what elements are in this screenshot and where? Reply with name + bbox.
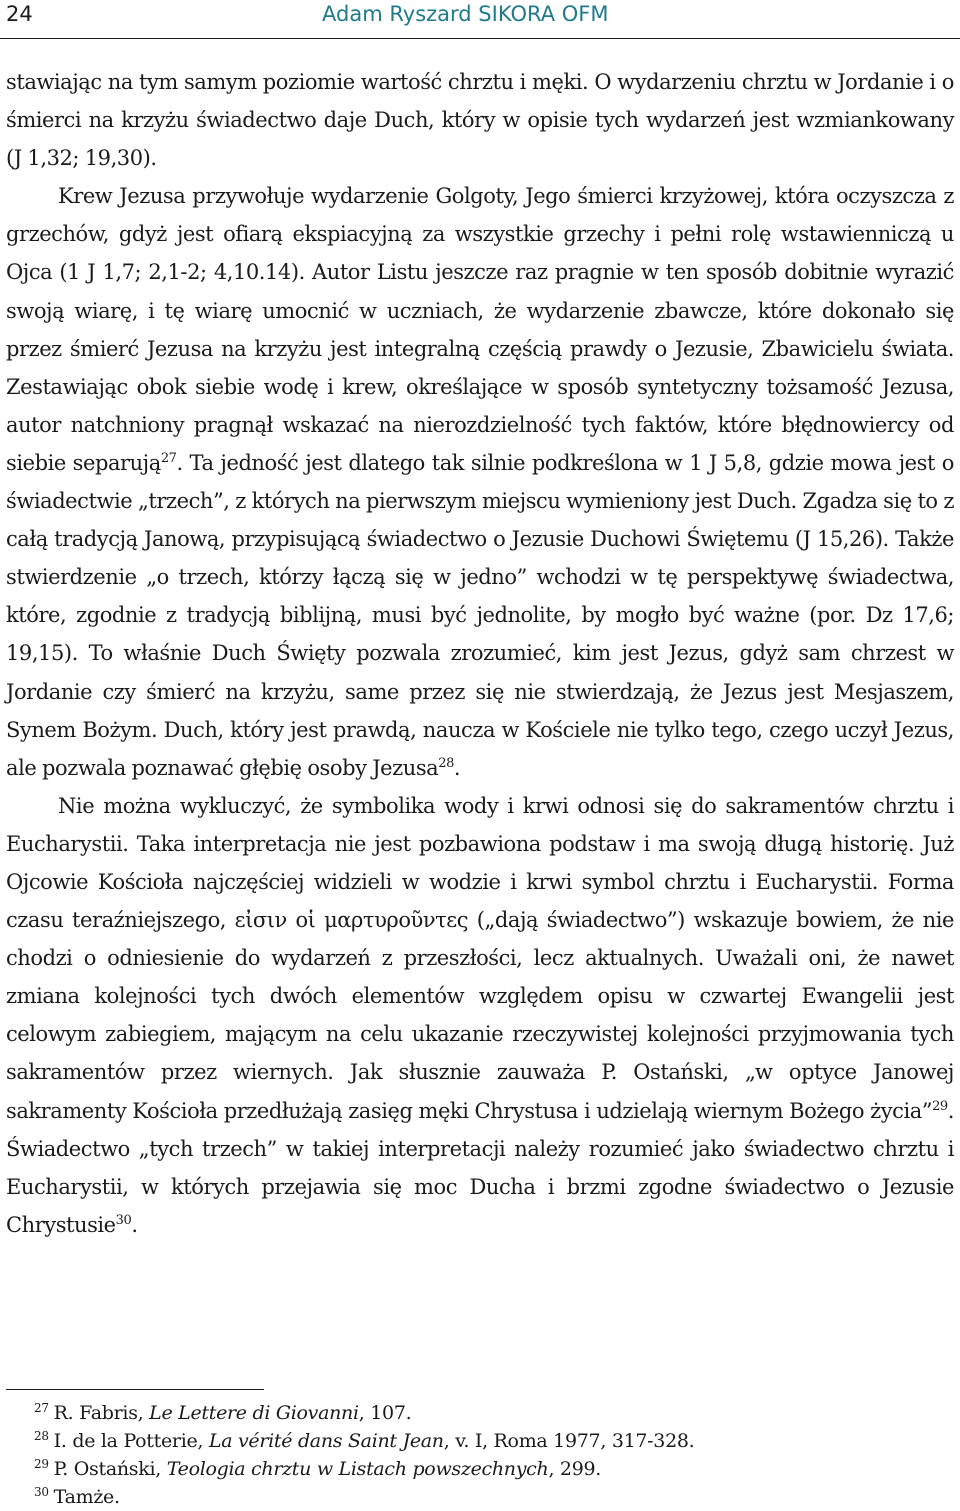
paragraph-3-text-d: .: [131, 1212, 138, 1237]
footnote-author: Tamże.: [53, 1486, 120, 1508]
footnote-author: R. Fabris,: [53, 1402, 150, 1424]
footnote-author: I. de la Potterie,: [53, 1430, 209, 1452]
paragraph-2: [6, 177, 954, 787]
footnote-number: 27: [34, 1401, 49, 1415]
paragraph-2-text-c: .: [453, 755, 461, 780]
footnote-ref-28[interactable]: 28: [438, 755, 454, 771]
footnotes: [6, 1399, 954, 1511]
header-rule: [0, 38, 960, 39]
paragraph-3-text-b: („dają świadectwo”) wskazuje bowiem, że nie chodzi o odniesienie do wydarzeń z przeszłości, lecz aktualnych. Uważali oni, że nawet zmiana kolejności tych dwóch elementów względem opisu w czwartej Ewangelii jest celowym zabiegiem, mającym na celu ukazanie rzeczywistej kolejności przyjmowania tych sakramentów przez wiernych. Jak słusznie zauważa P. Ostański, „w optyce Janowej sakramenty Kościoła przedłużają zasięg męki Chrystusa i udzielają wiernym Bożego życia”: [6, 908, 954, 1123]
footnote-title: Le Lettere di Giovanni: [149, 1402, 359, 1424]
footnote-details: , 299.: [548, 1458, 602, 1480]
paragraph-1-text: stawiając na tym samym poziomie wartość chrztu i męki. O wydarzeniu chrztu w Jordanie i o śmierci na krzyżu świadectwo daje Duch, który w opisie tych wydarzeń jest wzmiankowany (J 1,32; 19,30).: [6, 70, 954, 171]
footnote-rule: [6, 1389, 264, 1390]
running-head: Adam Ryszard SIKORA OFM: [322, 2, 609, 26]
footnote-29: [6, 1455, 954, 1483]
footnote-27: [6, 1399, 954, 1427]
page-number: 24: [6, 2, 33, 26]
paragraph-2-text-b: . Ta jedność jest dlatego tak silnie podkreślona w 1 J 5,8, gdzie mowa jest o świadectwie „trzech”, z których na pierwszym miejscu wymieniony jest Duch. Zgadza się to z całą tradycją Janową, przypisującą świadectwo o Jezusie Duchowi Świętemu (J 15,26). Także stwierdzenie „o trzech, którzy łączą się w jedno” wchodzi w tę perspektywę świadectwa, które, zgodnie z tradycją biblijną, musi być jednolite, by mogło być ważne (por. Dz 17,6; 19,15). To właśnie Duch Święty pozwala zrozumieć, kim jest Jezus, gdyż sam chrzest w Jordanie czy śmierć na krzyżu, same przez się nie stwierdzają, że Jezus jest Mesjaszem, Synem Bożym. Duch, który jest prawdą, naucza w Kościele nie tylko tego, czego uczył Jezus, ale pozwala poznawać głębię osoby Jezusa: [6, 450, 954, 780]
footnote-author: P. Ostański,: [53, 1458, 167, 1480]
paragraph-3: [6, 787, 954, 1244]
body-text: [6, 63, 954, 1244]
footnote-details: , v. I, Roma 1977, 317-328.: [443, 1430, 695, 1452]
paragraph-3-text-c: . Świadectwo „tych trzech” w takiej interpretacji należy rozumieć jako świadectwo chrztu i Eucharystii, w których przejawia się moc Ducha i brzmi zgodne świadectwo o Jezusie Chrystusie: [6, 1098, 954, 1237]
paragraph-1: [6, 63, 954, 177]
paragraph-3-text-a: Nie można wykluczyć, że symbolika wody i krwi odnosi się do sakramentów chrztu i Eucharystii. Taka interpretacja nie jest pozbawiona podstaw i ma swoją długą historię. Już Ojcowie Kościoła najczęściej widzieli w wodzie i krwi symbol chrztu i Eucharystii. Forma czasu teraźniejszego,: [6, 793, 954, 933]
footnote-ref-29[interactable]: 29: [932, 1098, 948, 1114]
footnote-30: [6, 1483, 954, 1511]
footnote-number: 29: [34, 1457, 49, 1471]
footnote-ref-27[interactable]: 27: [160, 450, 177, 466]
greek-phrase: εἰσιν οἱ μαρτυροῦντες: [234, 908, 469, 933]
footnote-details: , 107.: [358, 1402, 412, 1424]
footnote-ref-30[interactable]: 30: [115, 1212, 132, 1228]
footnote-number: 30: [34, 1485, 49, 1499]
footnote-title: Teologia chrztu w Listach powszechnych: [166, 1458, 549, 1480]
footnote-number: 28: [34, 1429, 49, 1443]
page-header: [0, 0, 960, 40]
footnote-title: La vérité dans Saint Jean: [208, 1430, 444, 1452]
paragraph-2-text-a: Krew Jezusa przywołuje wydarzenie Golgoty, Jego śmierci krzyżowej, która oczyszcza z grzechów, gdyż jest ofiarą ekspiacyjną za wszystkie grzechy i pełni rolę wstawienniczą u Ojca (1 J 1,7; 2,1-2; 4,10.14). Autor Listu jeszcze raz pragnie w ten sposób dobitnie wyrazić swoją wiarę, i tę wiarę umocnić w uczniach, że wydarzenie zbawcze, które dokonało się przez śmierć Jezusa na krzyżu jest integralną częścią prawdy o Jezusie, Zbawicielu świata. Zestawiając obok siebie wodę i krew, określające w sposób syntetyczny tożsamość Jezusa, autor natchniony pragnął wskazać na nierozdzielność tych faktów, które błędnowiercy od siebie separują: [6, 184, 954, 475]
footnote-28: [6, 1427, 954, 1455]
